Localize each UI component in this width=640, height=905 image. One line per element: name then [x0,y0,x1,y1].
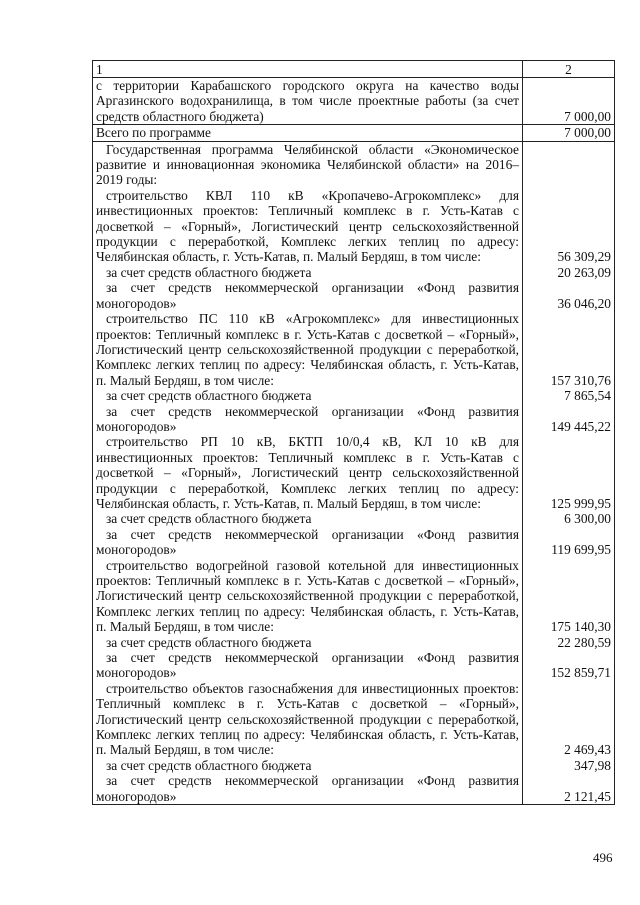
row-amount: 149 445,22 [523,404,615,435]
row-description [93,141,523,188]
row-amount: 2 469,43 [523,681,615,758]
row-amount: 7 000,00 [523,125,615,141]
row-description-text: с территории Карабашского городского округа на качество воды Аргазинского водохранилища, в том числе проектные работы (за счет средств областного бюджета) [96,78,519,124]
table-row [93,188,615,265]
row-description [93,773,523,804]
row-description [93,558,523,635]
row-description-text: Государственная программа Челябинской области «Экономическое развитие и инновационная экономика Челябинской области» на 2016–2019 годы: [96,141,519,188]
row-description-text: строительство РП 10 кВ, БКТП 10/0,4 кВ, КЛ 10 кВ для инвестиционных проектов: Тепличный комплекс в г. Усть-Катав с досветкой – «Горный», Логистический центр сельскохозяйственной продукции с переработкой, Комплекс легких теплиц по адресу: Челябинская область, г. Усть-Катав, п. Малый Бердяш, в том числе: [96,434,519,511]
row-description [93,681,523,758]
table-row [93,141,615,188]
row-description [93,280,523,311]
row-description [93,188,523,265]
table-row [93,388,615,403]
row-amount: 22 280,59 [523,635,615,650]
table-row [93,511,615,526]
row-amount [523,141,615,188]
row-amount: 7 000,00 [523,78,615,125]
row-description [93,635,523,650]
table-body [93,78,615,805]
row-description-text: строительство водогрейной газовой котельной для инвестиционных проектов: Тепличный комплекс в г. Усть-Катав с досветкой – «Горный», Логистический центр сельскохозяйственной продукции с переработкой, Комплекс легких теплиц по адресу: Челябинская область, г. Усть-Катав, п. Малый Бердяш, в том числе: [96,557,519,635]
row-amount: 6 300,00 [523,511,615,526]
table-row [93,265,615,280]
row-amount: 56 309,29 [523,188,615,265]
row-description-text: за счет средств областного бюджета [106,264,312,280]
row-amount: 347,98 [523,758,615,773]
row-description-text: за счет средств областного бюджета [106,388,312,404]
budget-table [92,60,615,805]
row-description-text: за счет средств некоммерческой организации «Фонд развития моногородов» [96,650,519,681]
column-header-1: 1 [93,61,523,78]
row-amount: 36 046,20 [523,280,615,311]
row-description-text: Всего по программе [96,125,211,141]
row-amount: 20 263,09 [523,265,615,280]
row-description [93,527,523,558]
row-description-text: строительство КВЛ 110 кВ «Кропачево-Агрокомплекс» для инвестиционных проектов: Тепличный комплекс в г. Усть-Катав с досветкой – «Горный», Логистический центр сельскохозяйственной продукции с переработкой, Комплекс легких теплиц по адресу: Челябинская область, г. Усть-Катав, п. Малый Бердяш, в том числе: [96,187,519,265]
table-row [93,635,615,650]
table-header-row [93,61,615,78]
row-description [93,404,523,435]
row-description-text: за счет средств некоммерческой организации «Фонд развития моногородов» [96,403,519,434]
row-description-text: за счет средств некоммерческой организации «Фонд развития моногородов» [96,526,519,558]
row-description [93,511,523,526]
column-header-2: 2 [523,61,615,78]
row-description-text: за счет средств некоммерческой организации «Фонд развития моногородов» [96,773,519,804]
row-amount: 7 865,54 [523,388,615,403]
table-row [93,558,615,635]
row-description-text: строительство объектов газоснабжения для инвестиционных проектов: Тепличный комплекс в г. Усть-Катав с досветкой – «Горный», Логистический центр сельскохозяйственной продукции с переработкой, Комплекс легких теплиц по адресу: Челябинская область, г. Усть-Катав, п. Малый Бердяш, в том числе: [96,680,519,758]
row-amount: 119 699,95 [523,527,615,558]
row-description-text: за счет средств областного бюджета [106,634,312,650]
row-description-text: за счет средств областного бюджета [106,757,312,773]
row-description [93,758,523,773]
table-row [93,404,615,435]
table-row [93,78,615,125]
row-description [93,388,523,403]
table-row [93,650,615,681]
row-amount: 157 310,76 [523,311,615,388]
row-amount: 2 121,45 [523,773,615,804]
row-description-text: за счет средств областного бюджета [106,511,312,527]
row-description [93,125,523,141]
table-row [93,527,615,558]
table-row [93,758,615,773]
table-row [93,125,615,141]
table-row [93,311,615,388]
table-row [93,280,615,311]
row-description-text: за счет средств некоммерческой организации «Фонд развития моногородов» [96,280,519,311]
table-row [93,773,615,804]
row-amount: 175 140,30 [523,558,615,635]
row-description [93,311,523,388]
row-description [93,650,523,681]
table-row [93,681,615,758]
row-description [93,265,523,280]
row-description [93,78,523,125]
row-description [93,434,523,511]
row-amount: 125 999,95 [523,434,615,511]
row-amount: 152 859,71 [523,650,615,681]
table-row [93,434,615,511]
page-number: 496 [593,850,613,865]
row-description-text: строительство ПС 110 кВ «Агрокомплекс» для инвестиционных проектов: Тепличный комплекс в г. Усть-Катав с досветкой – «Горный», Логистический центр сельскохозяйственной продукции с переработкой, Комплекс легких теплиц по адресу: Челябинская область, г. Усть-Катав, п. Малый Бердяш, в том числе: [96,311,519,388]
